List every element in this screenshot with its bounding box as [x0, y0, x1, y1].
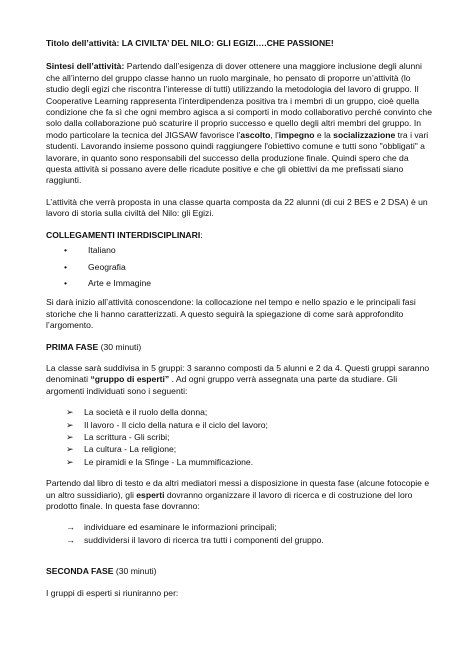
topic-label: La scrittura - Gli scribi; — [84, 431, 170, 442]
collegamenti-heading-text: COLLEGAMENTI INTERDISCIPLINARI — [46, 229, 201, 240]
topic-label: Le piramidi e la Sfinge - La mummificazione. — [84, 456, 254, 467]
prima-fase-text: . Ad ogni gruppo verrà assegnata una parte da studiare. Gli argomenti individuati sono i seguenti: — [46, 374, 398, 396]
list-item — [64, 278, 434, 289]
subjects-list — [64, 245, 434, 289]
intro-paragraph: L’attività che verrà proposta in una classe quarta composta da 22 alunni (di cui 2 BES e 2 DSA) è un lavoro di storia sulla civiltà del Nilo: gli Egizi. — [46, 196, 428, 219]
subject-label: Geografia — [88, 261, 126, 272]
sintesi-paragraph — [46, 61, 434, 186]
title-text: LA CIVILTA’ DEL NILO: GLI EGIZI….CHE PASSIONE! — [119, 38, 334, 48]
tasks-list — [66, 522, 434, 546]
checkmark-arrow-icon: ➢ — [66, 407, 74, 418]
checkmark-arrow-icon: ➢ — [66, 419, 74, 430]
seconda-fase-duration: (30 minuti) — [113, 566, 157, 577]
list-item — [64, 262, 434, 273]
sintesi-text: Partendo dall’esigenza di dover ottenere una maggiore inclusione degli alunni che all’interno del gruppo classe hanno un ruolo marginale, ho pensato di proporre un’attività (lo studio degli egizi che riscontra l’interesse di tutti) utilizzando la metodologia del lavoro di gruppo. Il Cooperative Learning rappresenta l’interdipendenza positiva tra i membri di un gruppo, cioè quella condizione che fa sì che ogni membro agisca a si comporti in modo collaborativo perché convinto che solo dalla collaborazione può scaturire il proprio successo e quello degli altri membri del gruppo. In modo particolare la tecnica del JIGSAW favorisce l' — [46, 61, 432, 140]
subject-label: Italiano — [88, 245, 116, 256]
keyword-ascolto: ascolto — [240, 129, 271, 140]
title-label: Titolo dell’attività: — [46, 38, 120, 48]
list-item — [66, 522, 434, 533]
checkmark-arrow-icon: ➢ — [66, 431, 74, 442]
sintesi-label: Sintesi dell’attività: — [46, 61, 125, 72]
esperti-text: Partendo dal libro di testo e da altri mediatori messi a disposizione in questa fase (alcune fotocopie e un altro sussidiario), gli — [46, 478, 430, 500]
esperti-paragraph — [46, 478, 434, 512]
right-arrow-icon: → — [66, 522, 75, 533]
seconda-fase-heading-text: SECONDA FASE — [46, 566, 114, 577]
sintesi-text: e la — [314, 129, 334, 140]
list-item — [66, 420, 434, 431]
topic-label: La società e il ruolo della donna; — [84, 407, 208, 418]
prima-fase-text: La classe sarà suddivisa in 5 gruppi: 3 saranno composti da 5 alunni e 2 da 4. Questi gruppi saranno denominati — [46, 362, 430, 385]
bullet-icon: • — [64, 261, 68, 272]
list-item — [64, 245, 434, 256]
subject-label: Arte e Immagine — [88, 277, 152, 288]
esperti-term: esperti — [136, 489, 165, 500]
keyword-impegno: impegno — [278, 129, 315, 140]
topic-label: La cultura - La religione; — [84, 444, 177, 455]
seconda-fase-paragraph: I gruppi di esperti si riuniranno per: — [46, 587, 179, 598]
collegamenti-heading — [46, 230, 434, 241]
gruppo-esperti-term: “gruppo di esperti” — [90, 374, 170, 385]
collegamenti-colon: : — [200, 229, 203, 240]
topic-label: Il lavoro - Il ciclo della natura e il ciclo del lavoro; — [84, 419, 268, 430]
esperti-text: dovranno organizzare il lavoro di ricerca e di costruzione del loro prodotto finale. In questa fase dovranno: — [46, 489, 413, 511]
avvio-paragraph: Si darà inizio all’attività conoscendone: la collocazione nel tempo e nello spazio e le principali fasi storiche che li hanno caratterizzati. A questo seguirà la spiegazione di come sarà approfondito l’argomento. — [46, 297, 416, 331]
task-label: suddividersi il lavoro di ricerca tra tutti i componenti del gruppo. — [84, 534, 324, 545]
task-label: individuare ed esaminare le informazioni principali; — [84, 522, 277, 533]
checkmark-arrow-icon: ➢ — [66, 444, 74, 455]
bullet-icon: • — [64, 245, 68, 256]
sintesi-text: tra i vari studenti. Lavorando insieme possono quindi raggiungere l'obiettivo comune e tutti sono "obbligati" a lavorare, in quanto sono responsabili del successo della produzione finale. Quindi spero che da questa attività si possano avere delle ricadute positive e che gli obiettivi da me prefissati siano raggiunti. — [46, 129, 429, 186]
keyword-socializzazione: socializzazione — [333, 129, 396, 140]
prima-fase-duration: (30 minuti) — [98, 341, 142, 352]
seconda-fase-heading — [46, 566, 434, 577]
bullet-icon: • — [64, 277, 68, 288]
activity-title — [46, 38, 434, 49]
checkmark-arrow-icon: ➢ — [66, 456, 74, 467]
prima-fase-paragraph — [46, 363, 434, 397]
topics-list — [66, 407, 434, 468]
list-item — [66, 444, 434, 455]
list-item — [66, 432, 434, 443]
prima-fase-heading — [46, 342, 434, 353]
list-item — [66, 407, 434, 418]
right-arrow-icon: → — [66, 534, 75, 545]
sintesi-text: , l' — [270, 129, 279, 140]
prima-fase-heading-text: PRIMA FASE — [46, 341, 99, 352]
list-item — [66, 457, 434, 468]
list-item — [66, 535, 434, 546]
